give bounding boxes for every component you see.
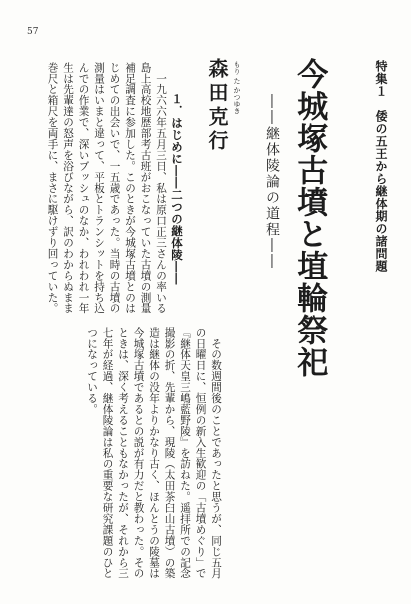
author-name: 森田克行 <box>205 58 229 154</box>
body-paragraph-2: その数週間後のことであったと思うが、同じ五月の日曜日に、恒例の新入生歓迎の「古墳めぐり」で『継体天皇三嶋藍野陵』を訪ねた。遥拝所での記念撮影の折、先輩から、現陵（太田茶臼山古墳）の築造は継体の没年よりかなり古く、ほんとうの陵墓は今城塚古墳であるとの説が有力だと教わった。そのときは、深く考えることもなかったが、それから三七年が経過、継体陵論は私の重要な研究課題のひとつになっている。 <box>86 327 222 579</box>
body-paragraph-1: 一九六六年五月三日、私は原口正三さんの率いる島上高校地歴部考古班がおこなっていた古墳の測量補足調査に参加した。このときが今城塚古墳とのはじめての出会いで、一五歳であった。当時の古墳の測量はいまと違って、平板とトランシットを持ち込んでの作業で、深いブッシュのなか、われわれ一年生は先輩達の怒声を浴びながら、訳のわからぬまま巻尺と箱尺を両手に、まさに駆けずり回っていた。 <box>46 62 167 314</box>
author-ruby: もり た かつゆき <box>233 61 241 115</box>
article-title: 今城塚古墳と埴輪祭祀 <box>291 58 328 378</box>
section-heading: １．はじめに――二つの継体陵―― <box>170 93 184 285</box>
page-number: 57 <box>27 27 39 37</box>
series-label: 特集１ 倭の五王から継体期の諸問題 <box>374 60 388 273</box>
article-subtitle: ――継体陵論の道程―― <box>264 94 280 270</box>
